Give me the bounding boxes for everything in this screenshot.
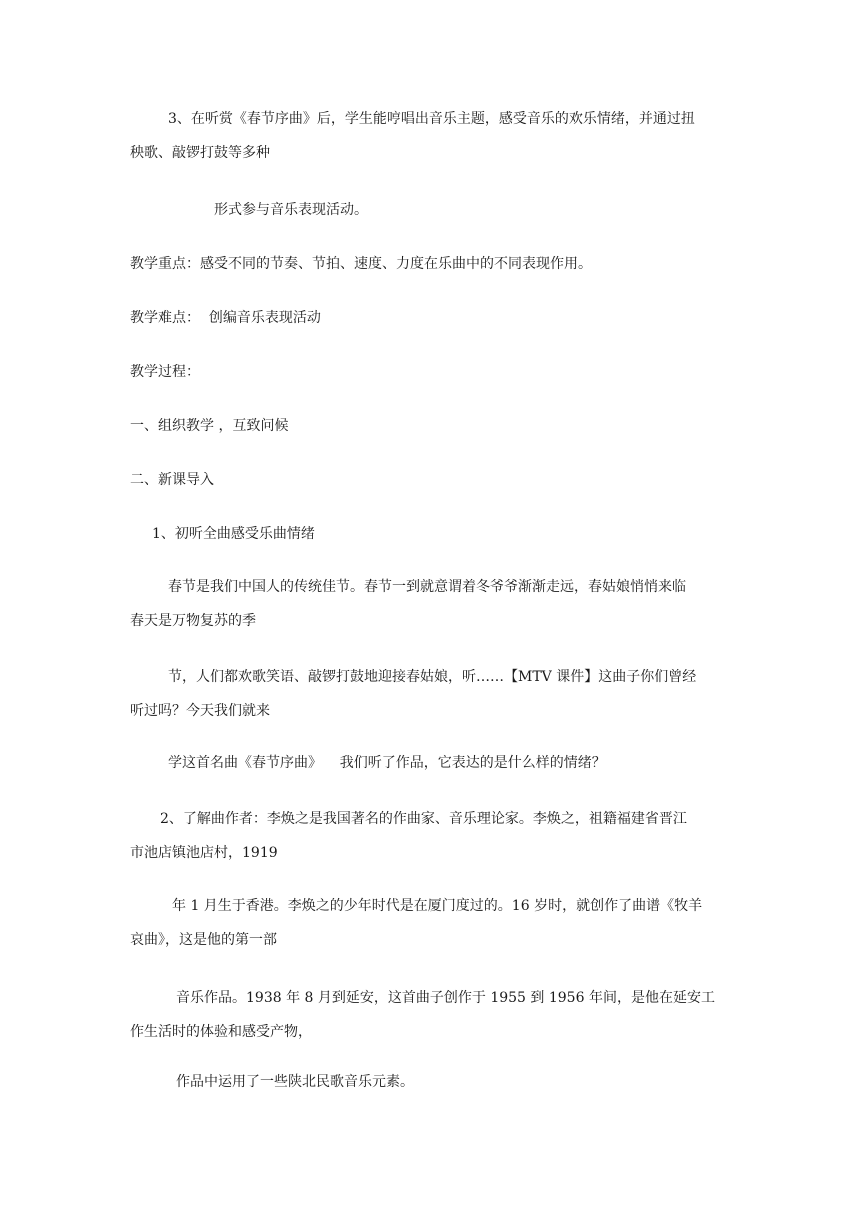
section-1-heading xyxy=(130,413,730,439)
text-line: 二、新课导入 xyxy=(130,472,214,488)
composer-paragraph-cont-1 xyxy=(130,893,730,953)
text-line: 学这首名曲《春节序曲》 我们听了作品，它表达的是什么样的情绪？ xyxy=(168,755,606,771)
text-line: 听过吗？今天我们就来 xyxy=(130,703,270,719)
spring-festival-paragraph xyxy=(130,574,730,634)
text-line: 哀曲》，这是他的第一部 xyxy=(130,932,277,948)
text-line: 音乐作品。1938 年 8 月到延安，这首曲子创作于 1955 到 1956 年间，是他在延安工 xyxy=(176,990,715,1006)
text-line: 年 1 月生于香港。李焕之的少年时代是在厦门度过的。16 岁时，就创作了曲谱《牧羊 xyxy=(172,898,703,914)
objective-3-paragraph xyxy=(130,106,730,166)
text-line: 作生活时的体验和感受产物， xyxy=(130,1024,312,1040)
text-line: 教学难点： 创编音乐表现活动 xyxy=(130,310,321,326)
teaching-process-heading xyxy=(130,359,730,385)
section-2-heading xyxy=(130,467,730,493)
text-line: 一、组织教学 ，互致问候 xyxy=(130,418,289,434)
composer-paragraph-cont-3 xyxy=(130,1069,730,1095)
text-line: 作品中运用了一些陕北民歌音乐元素。 xyxy=(176,1074,414,1090)
objective-3-continuation xyxy=(130,197,730,223)
composer-paragraph xyxy=(130,806,730,866)
text-line: 春节是我们中国人的传统佳节。春节一到就意谓着冬爷爷渐渐走远，春姑娘悄悄来临 xyxy=(168,579,686,595)
text-line: 市池店镇池店村，1919 xyxy=(130,845,278,861)
text-line: 形式参与音乐表现活动。 xyxy=(214,202,368,218)
teaching-difficulty xyxy=(130,305,730,331)
text-line: 秧歌、敲锣打鼓等多种 xyxy=(130,145,270,161)
text-line: 教学过程： xyxy=(130,364,200,380)
text-line: 节，人们都欢歌笑语、敲锣打鼓地迎接春姑娘，听……【MTV 课件】这曲子你们曾经 xyxy=(168,669,697,685)
text-line: 春天是万物复苏的季 xyxy=(130,613,256,629)
composer-paragraph-cont-2 xyxy=(130,985,730,1045)
text-line: 教学重点：感受不同的节奏、节拍、速度、力度在乐曲中的不同表现作用。 xyxy=(130,256,592,272)
teaching-focus xyxy=(130,251,730,277)
question-paragraph xyxy=(130,750,730,776)
spring-festival-paragraph-cont xyxy=(130,664,730,724)
text-line: 3、在听赏《春节序曲》后，学生能哼唱出音乐主题，感受音乐的欢乐情绪，并通过扭 xyxy=(168,111,695,127)
text-line: 2、了解曲作者：李焕之是我国著名的作曲家、音乐理论家。李焕之，祖籍福建省晋江 xyxy=(160,811,687,827)
text-line: 1、初听全曲感受乐曲情绪 xyxy=(152,526,315,542)
step-1-heading xyxy=(130,521,730,547)
